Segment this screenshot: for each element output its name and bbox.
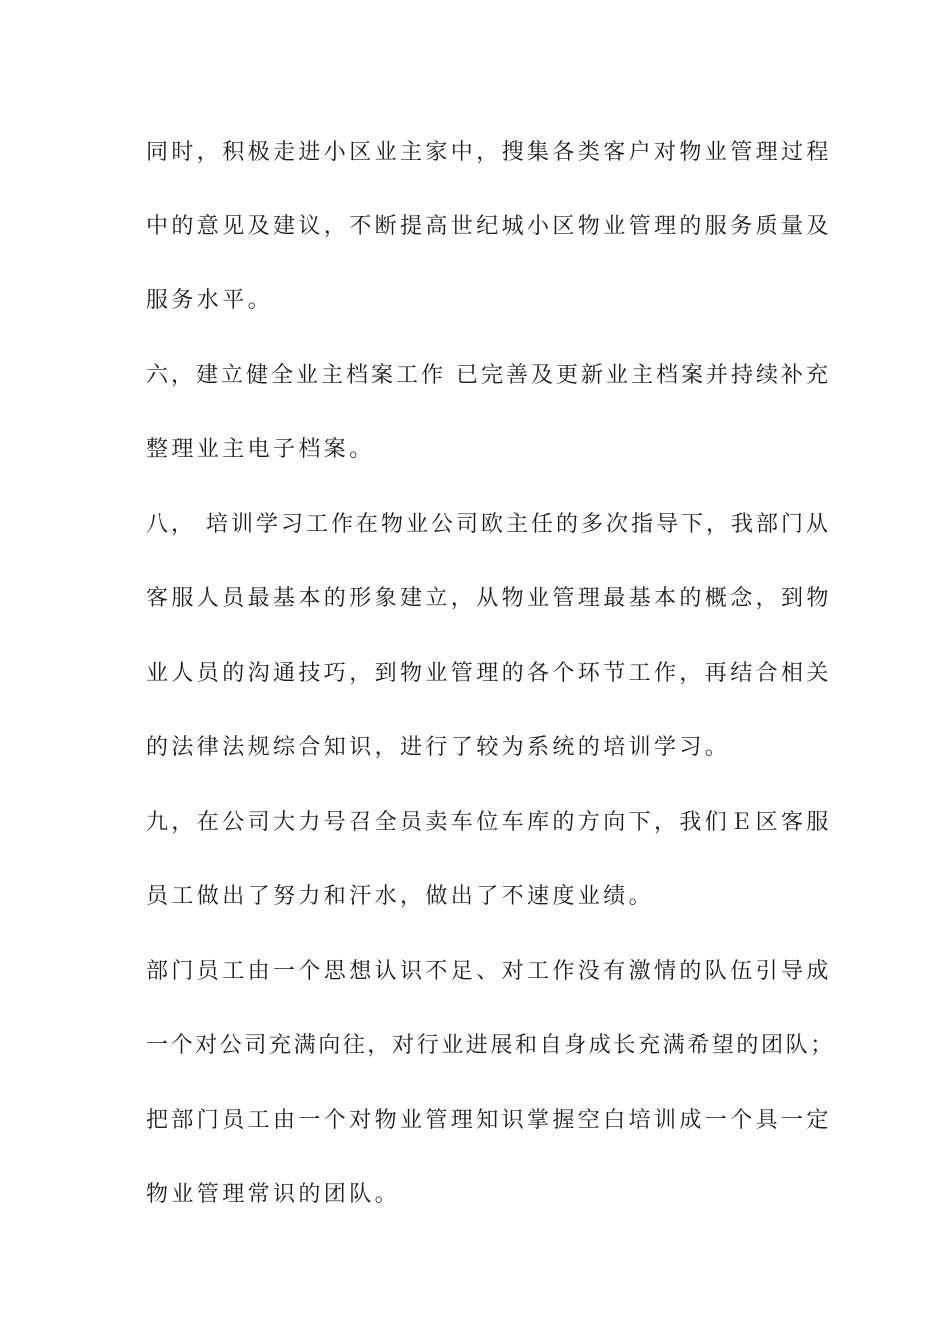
text-line: 六，建立健全业主档案工作 已完善及更新业主档案并持续补充 xyxy=(146,363,831,388)
text-line: 的法律法规综合知识，进行了较为系统的培训学习。 xyxy=(146,735,731,760)
text-line: 把部门员工由一个对物业管理知识掌握空白培训成一个具一定 xyxy=(146,1108,832,1133)
text-line: 部门员工由一个思想认识不足、对工作没有激情的队伍引导成 xyxy=(146,959,832,984)
text-line: 客服人员最基本的形象建立，从物业管理最基本的概念，到物 xyxy=(146,586,832,611)
text-line: 八， 培训学习工作在物业公司欧主任的多次指导下，我部门从 xyxy=(146,512,831,537)
text-line: 物业管理常识的团队。 xyxy=(146,1182,401,1207)
text-line: 整理业主电子档案。 xyxy=(146,437,375,462)
text-line: 业人员的沟通技巧，到物业管理的各个环节工作，再结合相关 xyxy=(146,661,832,686)
text-line: 九，在公司大力号召全员卖车位车库的方向下，我们Ｅ区客服 xyxy=(146,810,832,835)
text-line: 服务水平。 xyxy=(146,288,274,313)
text-line: 中的意见及建议，不断提高世纪城小区物业管理的服务质量及 xyxy=(146,214,832,239)
text-line: 一个对公司充满向往，对行业进展和自身成长充满希望的团队； xyxy=(146,1033,835,1058)
text-line: 同时，积极走进小区业主家中，搜集各类客户对物业管理过程 xyxy=(146,140,832,165)
text-line: 员工做出了努力和汗水，做出了不速度业绩。 xyxy=(146,884,655,909)
